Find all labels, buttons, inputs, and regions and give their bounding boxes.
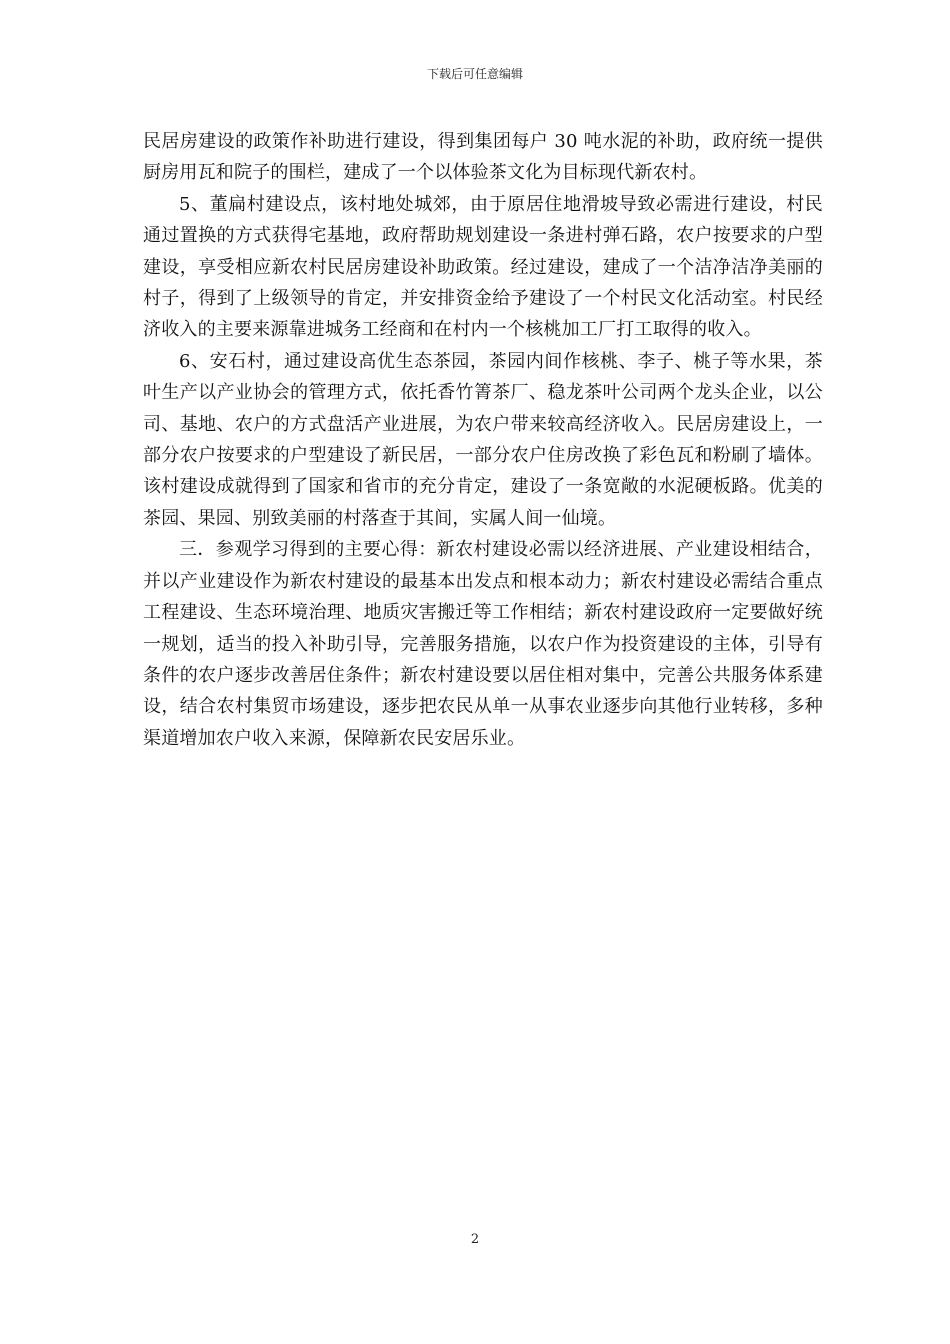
document-body [143,126,823,754]
paragraph-item-5: 5、董扁村建设点，该村地处城郊，由于原居住地滑坡导致必需进行建设，村民通过置换的方式获得宅基地，政府帮助规划建设一条进村弹石路，农户按要求的户型建设，享受相应新农村民居房建设补助政策。经过建设，建成了一个洁净洁净美丽的村子，得到了上级领导的肯定，并安排资金给予建设了一个村民文化活动室。村民经济收入的主要来源靠进城务工经商和在村内一个核桃加工厂打工取得的收入。 [143,193,823,341]
paragraph-section-3: 三．参观学习得到的主要心得：新农村建设必需以经济进展、产业建设相结合，并以产业建设作为新农村建设的最基本出发点和根本动力；新农村建设必需结合重点工程建设、生态环境治理、地质灾害搬迁等工作相结；新农村建设政府一定要做好统一规划，适当的投入补助引导，完善服务措施，以农户作为投资建设的主体，引导有条件的农户逐步改善居住条件；新农村建设要以居住相对集中，完善公共服务体系建设，结合农村集贸市场建设，逐步把农民从单一从事农业逐步向其他行业转移，多种渠道增加农户收入来源，保障新农民安居乐业。 [143,539,823,749]
page-header: 下载后可任意编辑 [426,67,523,81]
paragraph-continuation: 民居房建设的政策作补助进行建设，得到集团每户 30 吨水泥的补助，政府统一提供厨房用瓦和院子的围栏，建成了一个以体验茶文化为目标现代新农村。 [143,131,823,184]
paragraph-item-6: 6、安石村，通过建设高优生态茶园，茶园内间作核桃、李子、桃子等水果，茶叶生产以产业协会的管理方式，依托香竹箐茶厂、稳龙茶叶公司两个龙头企业，以公司、基地、农户的方式盘活产业进展，为农户带来较高经济收入。民居房建设上，一部分农户按要求的户型建设了新民居，一部分农户住房改换了彩色瓦和粉刷了墙体。该村建设成就得到了国家和省市的充分肯定，建设了一条宽敞的水泥硬板路。优美的茶园、果园、别致美丽的村落查于其间，实属人间一仙境。 [143,350,823,529]
page-number: 2 [470,1232,480,1247]
